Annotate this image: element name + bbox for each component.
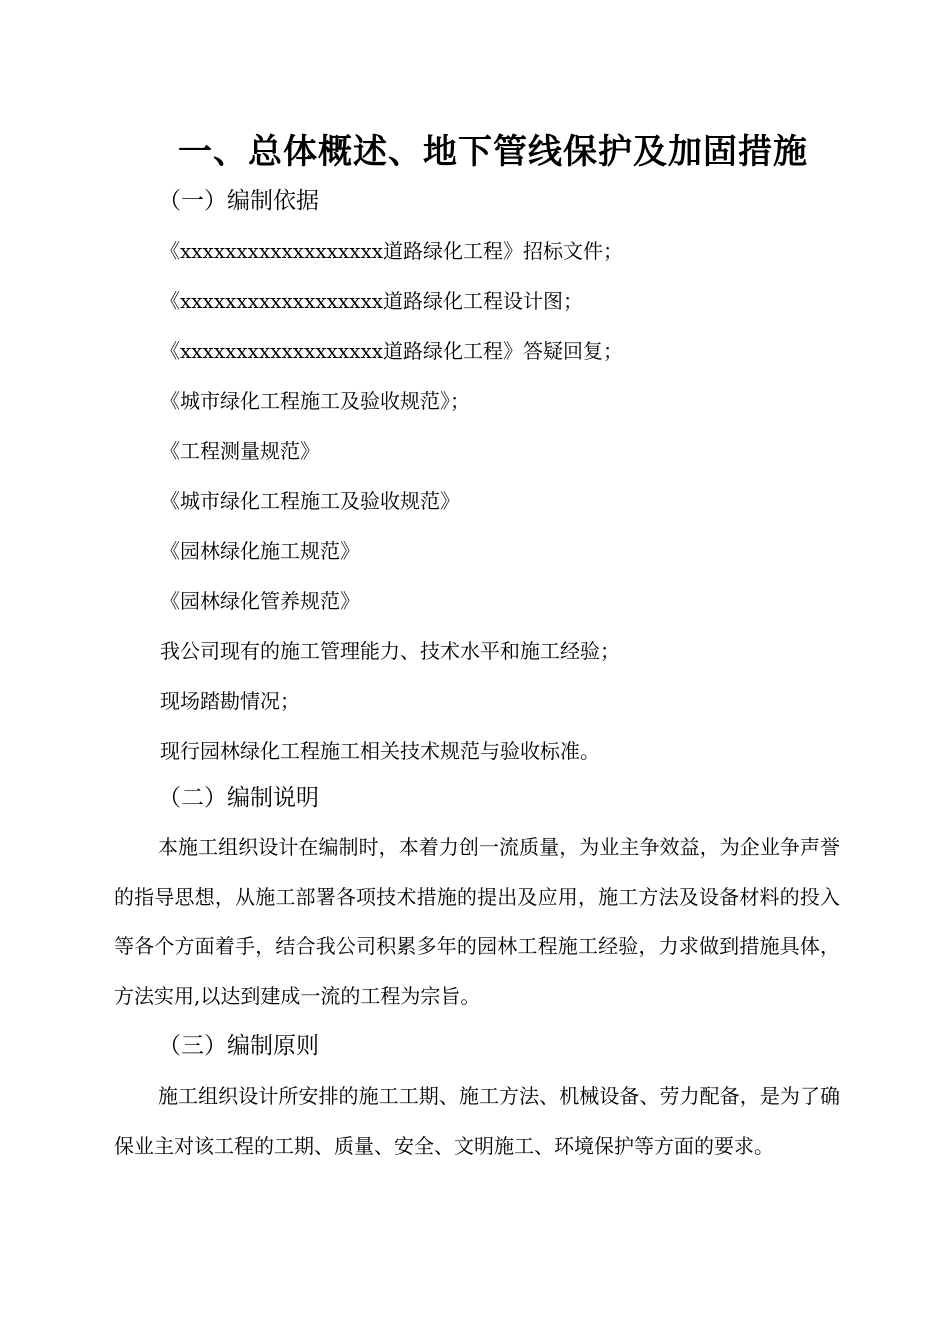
list-item: 《城市绿化工程施工及验收规范》； bbox=[160, 389, 470, 413]
list-item: 《园林绿化管养规范》 bbox=[160, 589, 360, 613]
section-heading-description: （二）编制说明 bbox=[158, 785, 319, 811]
list-item: 《园林绿化施工规范》 bbox=[160, 539, 360, 563]
basis-list bbox=[160, 234, 623, 784]
principles-paragraph: 施工组织设计所安排的施工工期、施工方法、机械设备、劳力配备，是为了确保业主对该工程的工期、质量、安全、文明施工、环境保护等方面的要求。 bbox=[114, 1084, 840, 1158]
list-item: 《xxxxxxxxxxxxxxxxxx道路绿化工程》招标文件； bbox=[160, 239, 624, 263]
list-item: 《工程测量规范》 bbox=[160, 439, 320, 463]
list-item: 《城市绿化工程施工及验收规范》 bbox=[160, 489, 460, 513]
section-heading-basis: （一）编制依据 bbox=[158, 188, 319, 214]
list-item: 《xxxxxxxxxxxxxxxxxx道路绿化工程》答疑回复； bbox=[160, 339, 624, 363]
description-paragraph: 本施工组织设计在编制时，本着力创一流质量，为业主争效益，为企业争声誉的指导思想，从施工部署各项技术措施的提出及应用，施工方法及设备材料的投入等各个方面着手，结合我公司积累多年的园林工程施工经验，力求做到措施具体，方法实用,以达到建成一流的工程为宗旨。 bbox=[114, 835, 840, 1008]
list-item: 现行园林绿化工程施工相关技术规范与验收标准。 bbox=[160, 739, 600, 763]
document-title: 一、总体概述、地下管线保护及加固措施 bbox=[178, 132, 808, 172]
list-item: 我公司现有的施工管理能力、技术水平和施工经验； bbox=[160, 639, 620, 663]
section-heading-principles: （三）编制原则 bbox=[158, 1033, 319, 1059]
list-item: 现场踏勘情况； bbox=[160, 689, 300, 713]
list-item: 《xxxxxxxxxxxxxxxxxx道路绿化工程设计图； bbox=[160, 289, 584, 313]
